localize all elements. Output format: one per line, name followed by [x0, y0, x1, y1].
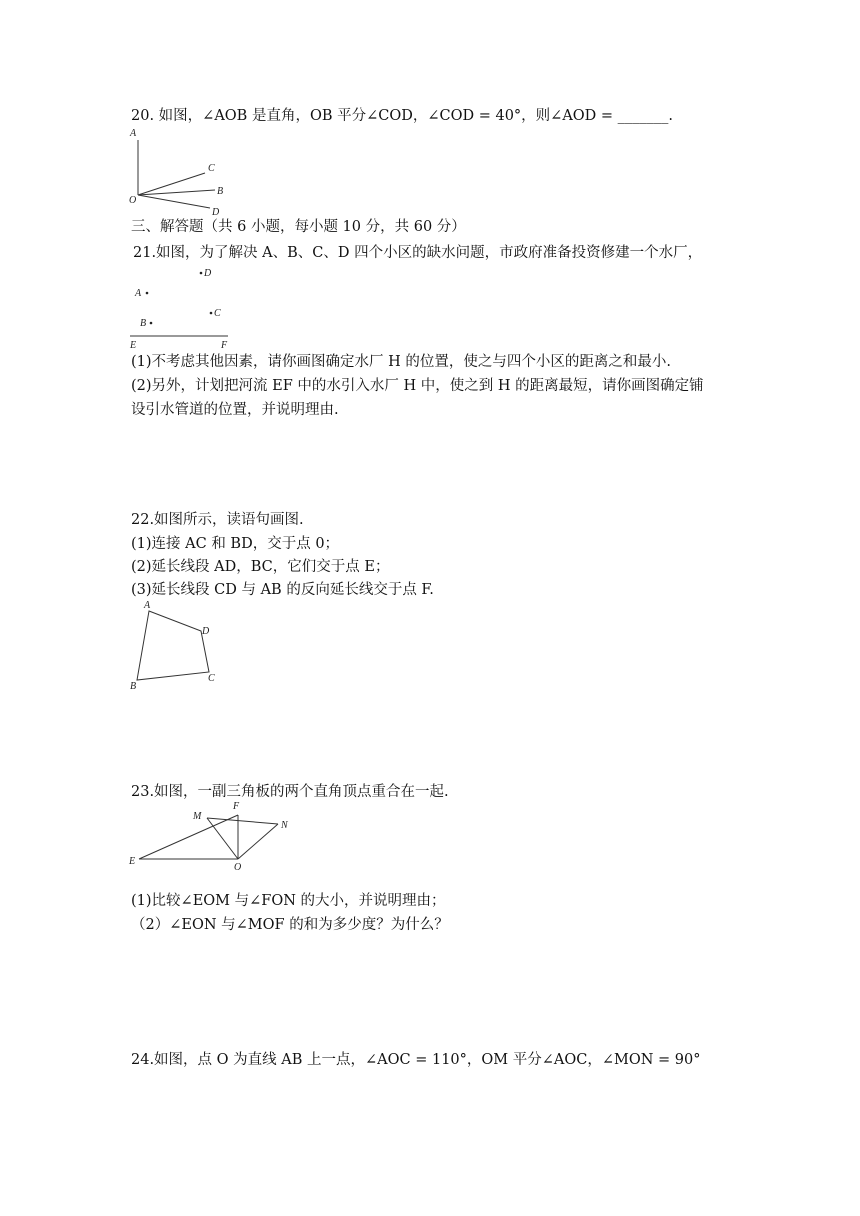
q21-part2-line1: (2)另外，计划把河流 EF 中的水引入水厂 H 中，使之到 H 的距离最短，请你画图确定铺: [131, 378, 704, 394]
segment-mn: [207, 818, 278, 824]
section-heading: 三、解答题（共 6 小题，每小题 10 分，共 60 分）: [131, 219, 466, 235]
point-b: [150, 322, 153, 325]
label-f: F: [221, 340, 228, 351]
ray-od: [138, 195, 210, 208]
label-e: E: [129, 856, 136, 867]
label-b: B: [130, 681, 137, 692]
label-o: O: [129, 195, 137, 206]
q24-text: 24.如图，点 O 为直线 AB 上一点，∠AOC = 110°，OM 平分∠AOC，∠MON = 90°: [131, 1052, 701, 1068]
q23-text: 23.如图，一副三角板的两个直角顶点重合在一起.: [131, 784, 449, 800]
q21-text: 21.如图，为了解决 A、B、C、D 四个小区的缺水问题，市政府准备投资修建一个水厂，: [133, 245, 703, 261]
label-c: C: [214, 308, 221, 319]
q21-part2-line2: 设引水管道的位置，并说明理由.: [131, 402, 339, 418]
q22-part2: (2)延长线段 AD，BC，它们交于点 E；: [131, 559, 390, 575]
segment-no: [238, 824, 278, 859]
point-c: [210, 312, 213, 315]
label-b: B: [217, 186, 224, 197]
q20-figure: [125, 128, 235, 218]
label-d: D: [202, 626, 210, 637]
q22-figure: [125, 598, 225, 693]
q23-part2: （2）∠EON 与∠MOF 的和为多少度？为什么？: [131, 917, 449, 933]
q20-text: 20. 如图，∠AOB 是直角，OB 平分∠COD，∠COD = 40°，则∠AOD = _______.: [131, 108, 674, 124]
point-a: [146, 292, 149, 295]
label-m: M: [193, 811, 202, 822]
label-a: A: [135, 288, 142, 299]
quadrilateral-abcd: [137, 611, 209, 680]
label-f: F: [233, 801, 240, 812]
label-o: O: [234, 862, 242, 873]
point-d: [200, 272, 203, 275]
q23-part1: (1)比较∠EOM 与∠FON 的大小，并说明理由；: [131, 893, 446, 909]
q22-part3: (3)延长线段 CD 与 AB 的反向延长线交于点 F.: [131, 582, 434, 598]
q21-part1: (1)不考虑其他因素，请你画图确定水厂 H 的位置，使之与四个小区的距离之和最小.: [131, 354, 672, 370]
label-b: B: [140, 318, 147, 329]
label-c: C: [208, 163, 215, 174]
label-a: A: [130, 128, 137, 139]
label-e: E: [130, 340, 137, 351]
label-a: A: [144, 600, 151, 611]
q21-figure: [125, 262, 245, 352]
label-d: D: [204, 268, 212, 279]
segment-mo: [207, 818, 238, 859]
label-d: D: [212, 207, 220, 218]
label-n: N: [281, 820, 288, 831]
q22-text: 22.如图所示，读语句画图.: [131, 512, 304, 528]
q22-part1: (1)连接 AC 和 BD，交于点 0；: [131, 536, 340, 552]
segment-ef: [139, 815, 238, 859]
q23-figure: [125, 798, 305, 876]
label-c: C: [208, 673, 215, 684]
